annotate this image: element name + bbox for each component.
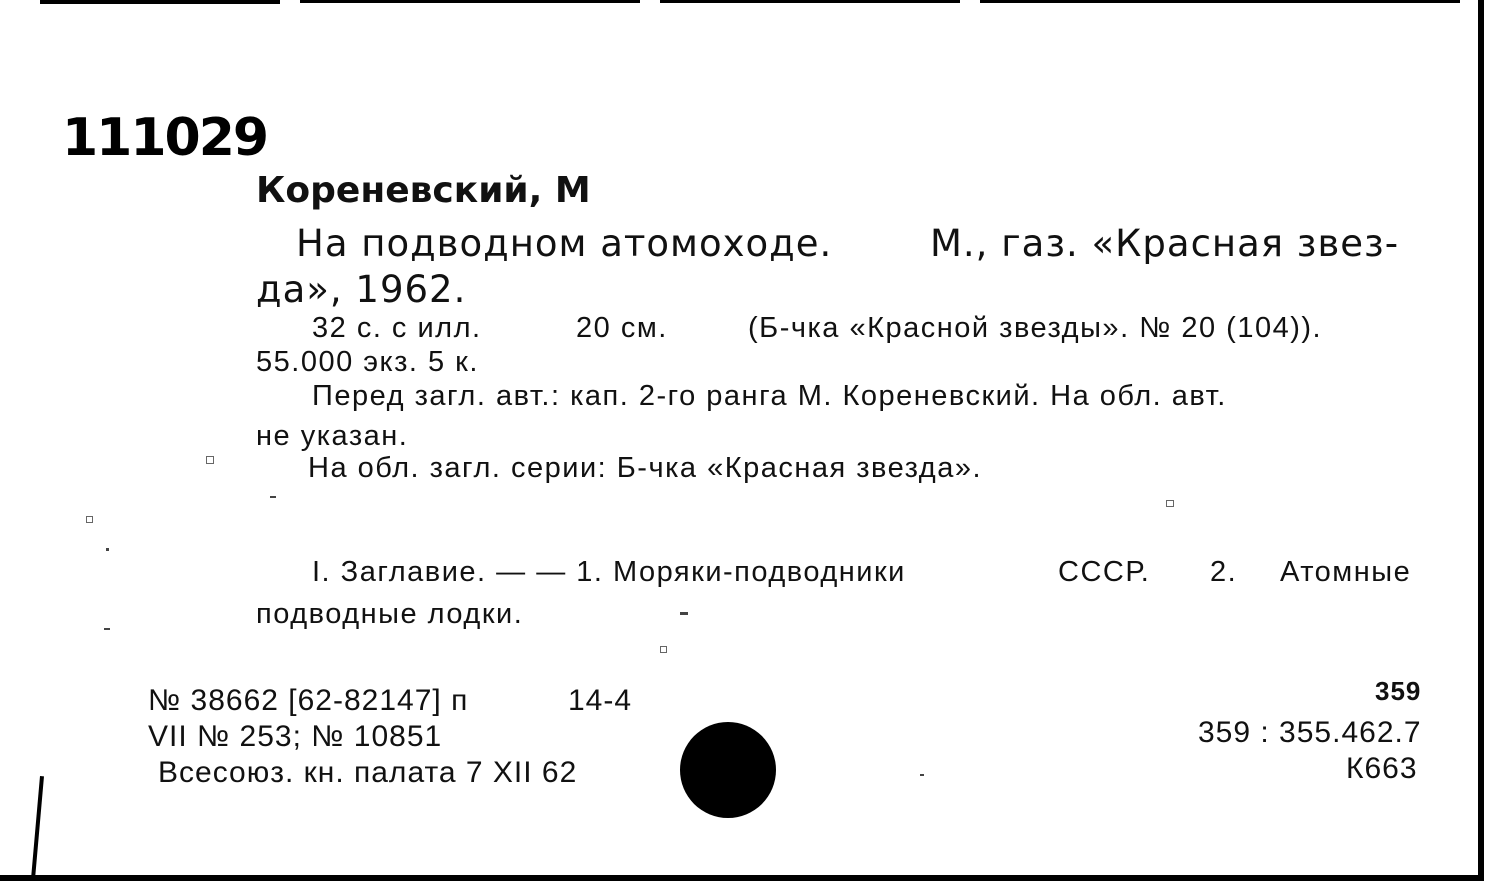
collation-size: 20 см. <box>576 312 668 344</box>
tracing-ussr: СССР. <box>1058 556 1151 588</box>
imprint-line1: М., газ. «Красная звез- <box>930 222 1400 265</box>
tracing-number: 2. <box>1210 556 1238 588</box>
note-author-cont: не указан. <box>256 420 409 452</box>
tracing-subjects: I. Заглавие. — — 1. Моряки-подводники <box>312 556 906 588</box>
card-top-edge <box>980 0 1460 3</box>
author-mark: К663 <box>1346 752 1418 785</box>
speck <box>104 628 110 630</box>
chamber-imprint: Всесоюз. кн. палата 7 XII 62 <box>158 756 578 789</box>
speck <box>680 612 688 615</box>
tracing-atomic: Атомные <box>1280 556 1412 588</box>
speck <box>920 774 924 776</box>
collation-pages: 32 с. с илл. <box>312 312 482 344</box>
print-run-price: 55.000 экз. 5 к. <box>256 346 479 378</box>
speck <box>86 516 93 523</box>
registry-number: № 38662 [62-82147] п <box>148 684 469 717</box>
note-series: На обл. загл. серии: Б-чка «Красная звезда». <box>308 452 983 484</box>
classification-overprint: 359 <box>1375 676 1422 706</box>
speck <box>660 646 667 653</box>
series-statement: (Б-чка «Красной звезды». № 20 (104)). <box>748 312 1323 344</box>
speck <box>206 456 214 464</box>
registry-code: 14-4 <box>568 684 633 717</box>
card-top-edge <box>40 0 280 4</box>
title-statement: На подводном атомоходе. <box>296 222 833 265</box>
note-author: Перед загл. авт.: кап. 2-го ранга М. Кореневский. На обл. авт. <box>312 380 1227 412</box>
card-top-edge <box>300 0 640 3</box>
speck <box>1166 500 1174 507</box>
pen-mark <box>31 776 44 876</box>
tracing-subjects-cont: подводные лодки. <box>256 598 524 630</box>
card-top-edge <box>660 0 960 3</box>
imprint-line2: да», 1962. <box>256 268 467 311</box>
author-heading: Кореневский, М <box>256 170 591 211</box>
punch-hole <box>680 722 776 818</box>
registry-line2: VII № 253; № 10851 <box>148 720 443 753</box>
speck <box>106 548 109 551</box>
classification-code: 359 : 355.462.7 <box>1198 716 1422 749</box>
accession-number: 111029 <box>62 108 268 168</box>
speck <box>270 496 276 498</box>
